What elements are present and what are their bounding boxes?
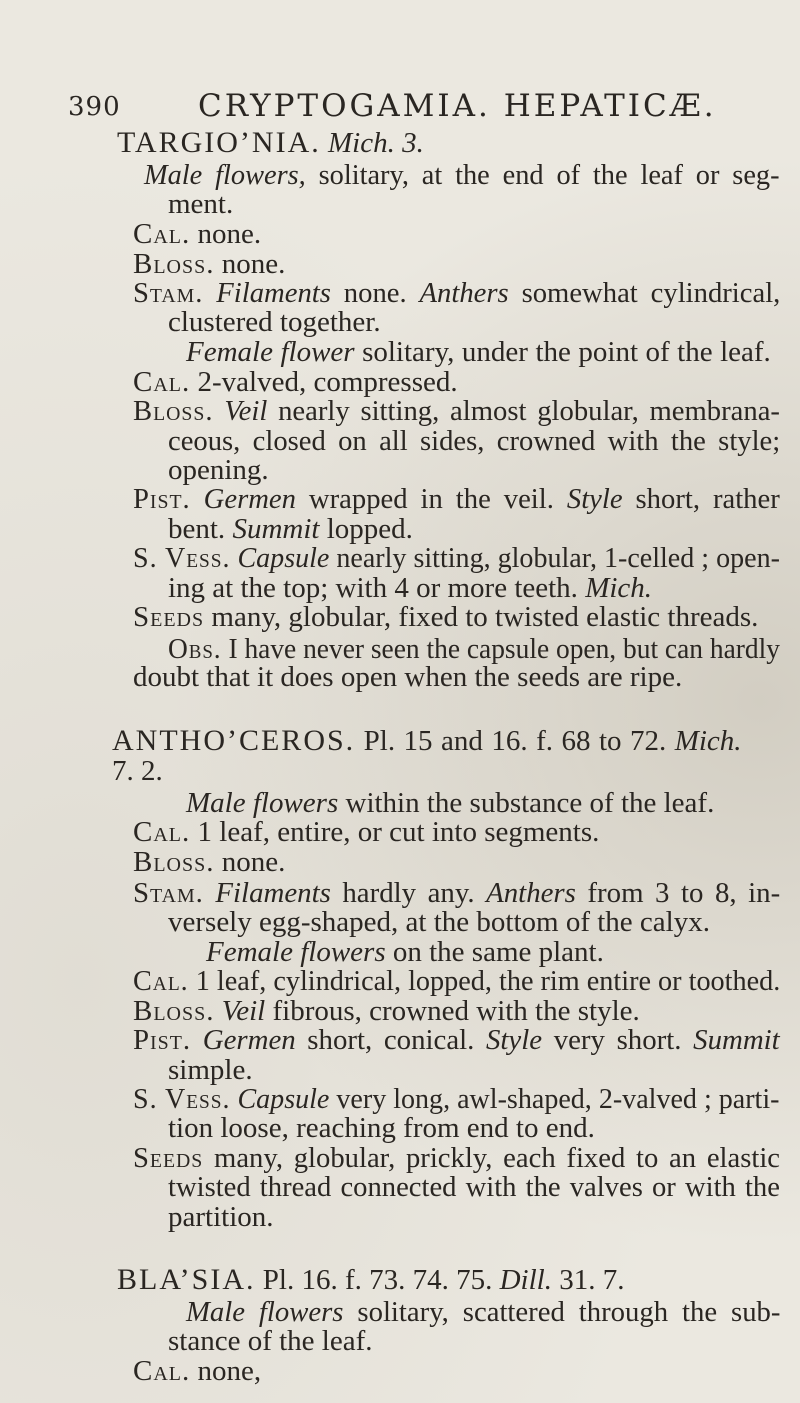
text-segment: none. <box>214 248 286 280</box>
text-segment: on the same plant. <box>385 936 604 968</box>
text-line-t-obs-2 <box>133 660 682 694</box>
text-line-t-bloss-2 <box>133 394 780 428</box>
text-segment: Summit <box>232 513 320 545</box>
text-segment: wrapped in the veil. <box>295 483 567 515</box>
text-line-t-female-1 <box>186 335 771 369</box>
text-segment: Bloss. <box>133 846 215 878</box>
text-segment: hardly any. <box>330 877 487 909</box>
text-segment: Pl. 15 and 16. f. 68 to 72. <box>355 725 675 757</box>
text-segment: S. Vess. <box>133 542 231 574</box>
text-segment: 2-valved, compressed. <box>190 366 458 398</box>
text-segment: Cal. <box>133 1355 191 1387</box>
text-line-a-seeds-3 <box>168 1200 274 1234</box>
text-segment: none. <box>214 846 286 878</box>
text-segment: Male flowers <box>186 1296 344 1328</box>
text-segment: TARGIO’NIA. <box>117 126 321 159</box>
text-segment: Stam. <box>133 877 204 909</box>
text-segment: very short. <box>542 1024 694 1056</box>
text-segment: 1 leaf, cylindrical, lopped, the rim entire or toothed. <box>188 965 781 997</box>
text-segment: Dill. <box>499 1264 552 1296</box>
text-segment: Male flowers <box>186 787 339 819</box>
text-line-t-stam-2 <box>168 305 381 339</box>
text-segment: stance of the leaf. <box>168 1325 373 1357</box>
text-segment: I have never seen the capsule open, but can hardly <box>221 633 780 665</box>
text-segment: Anthers <box>486 877 576 909</box>
text-segment: ing at the top; with 4 or more teeth. <box>168 572 586 604</box>
text-segment: Mich. 3. <box>320 127 424 159</box>
text-segment: Capsule <box>237 1083 330 1115</box>
text-segment: Female flowers <box>206 936 386 968</box>
text-segment: bent. <box>168 513 233 545</box>
text-segment: solitary, under the point of the leaf. <box>354 336 771 368</box>
text-segment: ceous, closed on all sides, crowned with the style; <box>168 425 781 457</box>
text-line-targionia-title <box>117 126 424 160</box>
text-segment: opening. <box>168 454 269 486</box>
text-segment <box>191 1024 203 1056</box>
text-line-t-male-2 <box>168 187 233 221</box>
text-segment <box>191 483 204 515</box>
text-segment: short, rather <box>622 483 780 515</box>
text-segment: S. Vess. <box>133 1083 231 1115</box>
text-segment: none. <box>190 218 262 250</box>
text-line-a-pist-1 <box>133 1023 780 1057</box>
running-head: CRYPTOGAMIA. HEPATICÆ. <box>198 88 717 124</box>
text-segment: Bloss. <box>133 395 214 427</box>
text-segment: nearly sitting, globular, 1-celled ; open- <box>329 542 780 574</box>
text-segment: Obs. <box>168 633 222 665</box>
text-segment: Male flowers, <box>144 159 306 191</box>
text-segment: 31. 7. <box>551 1264 625 1296</box>
text-segment: none. <box>330 277 420 309</box>
text-segment: Bloss. <box>133 248 215 280</box>
text-segment: Pist. <box>133 1024 192 1056</box>
text-segment: short, conical. <box>295 1024 486 1056</box>
text-segment: 7. 2. <box>112 755 163 787</box>
text-segment: BLA’SIA. <box>117 1263 256 1296</box>
text-segment: Style <box>566 483 623 515</box>
text-segment: 1 leaf, entire, or cut into segments. <box>190 816 600 848</box>
text-segment: Summit <box>693 1024 780 1056</box>
text-segment: Germen <box>203 483 296 515</box>
text-segment: Stam. <box>133 277 204 309</box>
text-segment: Veil <box>221 995 266 1027</box>
text-segment: Bloss. <box>133 995 215 1027</box>
text-line-a-stam-2 <box>168 905 710 939</box>
text-segment: Cal. <box>133 965 189 997</box>
text-segment: somewhat cylindrical, <box>508 277 781 309</box>
text-segment: many, globular, prickly, each fixed to an elastic <box>203 1142 781 1174</box>
text-segment: clustered together. <box>168 306 381 338</box>
text-segment: Anthers <box>419 277 509 309</box>
text-line-a-vess-2 <box>168 1111 595 1145</box>
text-line-t-male-1 <box>144 158 780 192</box>
text-segment: very long, awl-shaped, 2-valved ; parti- <box>329 1083 780 1115</box>
text-segment: Style <box>485 1024 543 1056</box>
text-line-t-cal-1 <box>133 217 261 251</box>
text-segment: ment. <box>168 188 234 220</box>
text-line-b-male-2 <box>168 1324 373 1358</box>
text-segment: tion loose, reaching from end to end. <box>168 1112 595 1144</box>
text-segment: partition. <box>168 1201 274 1233</box>
text-line-a-cal-1 <box>133 815 599 849</box>
text-line-a-title-2 <box>112 754 163 788</box>
text-segment: simple. <box>168 1054 253 1086</box>
text-segment: from 3 to 8, in- <box>575 877 781 909</box>
text-line-blasia-title <box>117 1263 624 1297</box>
text-line-a-bloss-1 <box>133 845 285 879</box>
text-segment: Cal. <box>133 366 191 398</box>
text-segment: many, globular, fixed to twisted elastic threads. <box>204 601 759 633</box>
text-segment: Pl. 16. f. 73. 74. 75. <box>255 1264 500 1296</box>
text-segment: ANTHO’CEROS. <box>112 724 356 757</box>
text-segment: none, <box>190 1355 262 1387</box>
text-segment: Filaments <box>216 277 331 309</box>
text-segment: solitary, scattered through the sub- <box>343 1296 781 1328</box>
text-segment: Cal. <box>133 816 191 848</box>
text-segment: Seeds <box>133 1142 204 1174</box>
text-segment: doubt that it does open when the seeds are ripe. <box>133 661 683 693</box>
text-line-t-seeds-1 <box>133 600 758 634</box>
text-segment: within the substance of the leaf. <box>338 787 715 819</box>
text-segment: nearly sitting, almost globular, membrana- <box>267 395 780 427</box>
page-number: 390 <box>68 92 121 122</box>
text-line-t-vess-1 <box>133 541 780 575</box>
text-segment: Pist. <box>133 483 191 515</box>
text-segment <box>230 542 237 574</box>
text-segment: Veil <box>224 395 268 427</box>
text-line-b-cal-1 <box>133 1354 261 1388</box>
text-segment <box>214 395 225 427</box>
text-segment: twisted thread connected with the valves or with the <box>168 1171 780 1203</box>
text-segment: Cal. <box>133 218 191 250</box>
text-segment: fibrous, crowned with the style. <box>265 995 640 1027</box>
text-segment: Capsule <box>237 542 330 574</box>
text-segment: Filaments <box>215 877 331 909</box>
text-segment: Germen <box>202 1024 296 1056</box>
text-segment: Mich. <box>674 725 742 757</box>
text-segment: Seeds <box>133 601 205 633</box>
text-segment: lopped. <box>319 513 413 545</box>
text-line-t-pist-1 <box>133 482 780 516</box>
text-segment: Mich. <box>585 572 653 604</box>
text-line-anthoceros-title <box>112 724 742 758</box>
text-segment: Female flower <box>186 336 355 368</box>
text-line-a-cal-2 <box>133 964 780 998</box>
text-segment: solitary, at the end of the leaf or seg- <box>305 159 780 191</box>
text-line-a-seeds-2 <box>168 1170 780 1204</box>
text-segment: versely egg-shaped, at the bottom of the calyx. <box>168 906 710 938</box>
